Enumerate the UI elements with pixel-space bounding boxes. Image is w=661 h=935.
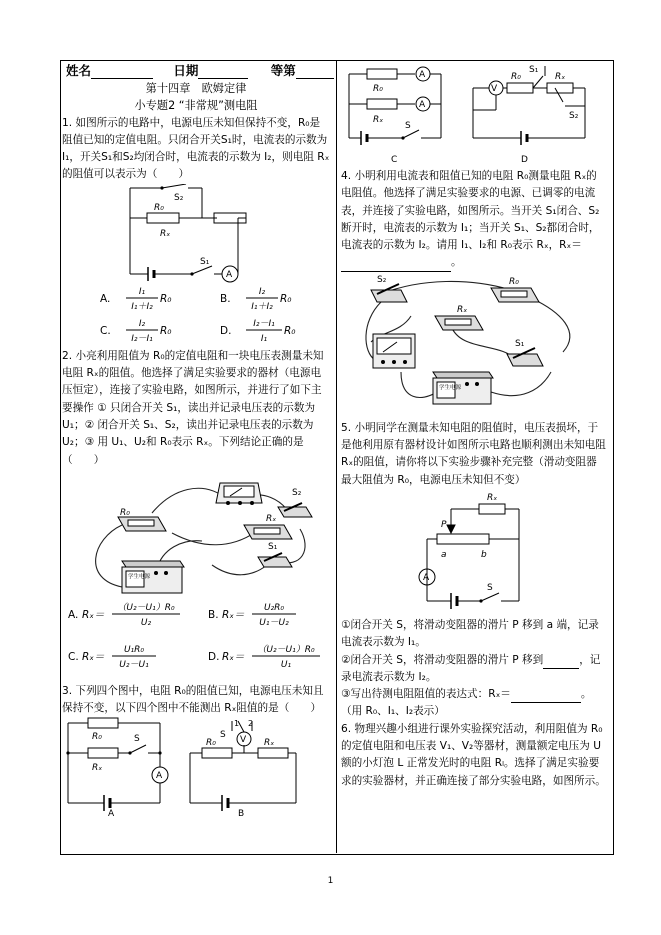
q2-option-a-lhs: Rₓ＝ bbox=[82, 608, 105, 621]
q2-option-b-den: U₁－U₂ bbox=[259, 617, 289, 628]
question-3-figures-cd bbox=[341, 62, 607, 166]
q3d-s2-label: S₂ bbox=[569, 111, 579, 121]
q2-option-b[interactable] bbox=[208, 599, 328, 635]
name-blank bbox=[91, 78, 153, 79]
question-4-body: 4. 小明利用电流表和阻值已知的电阻 R₀测量电阻 Rₓ的电阻值。他选择了满足实验要求的电源、已调零的电流表，并连接了实验电路，如图所示。当开关 S₁闭合、S₂断开时，电流表的示数为 I₁；当开关 S₁、S₂都闭合时，电流表的示数为 I₂。请用 I₁、I₂和 R₀表示 Rₓ，Rₓ＝ bbox=[341, 170, 600, 252]
q1-s1-label: S₁ bbox=[200, 256, 210, 267]
right-column bbox=[341, 62, 607, 790]
q5-step-2-tail: ，记录电流表示数为 I₂。 bbox=[341, 653, 601, 683]
q3-fig-a-label: A bbox=[108, 809, 115, 818]
q1-option-b-num: I₂ bbox=[258, 286, 266, 297]
q3b-voltmeter-label: V bbox=[240, 735, 247, 746]
q1-option-a[interactable] bbox=[100, 284, 200, 318]
q3c-rx-label: Rₓ bbox=[373, 115, 384, 125]
q3d-r0-label: R₀ bbox=[511, 72, 521, 82]
q3a-s-label: S bbox=[134, 734, 140, 745]
q1-option-d-letter: D. bbox=[220, 324, 232, 337]
q2-r0-label: R₀ bbox=[120, 507, 130, 518]
q1-option-c-tail: R₀ bbox=[160, 324, 172, 337]
q3c-ammeter1-label: A bbox=[419, 70, 426, 80]
q3c-r0-label: R₀ bbox=[373, 84, 383, 94]
q5-step-2 bbox=[341, 652, 607, 687]
q1-option-d[interactable] bbox=[220, 316, 320, 350]
question-3-text: 3. 下列四个图中，电阻 R₀的阻值已知，电源电压未知且保持不变，以下四个图中不能测出 Rₓ阻值的是（ ） bbox=[62, 684, 324, 715]
q3b-one-label: 1 bbox=[234, 719, 240, 729]
q3d-voltmeter-label: V bbox=[491, 84, 498, 94]
q5-step-3-text: ③写出待测电阻阻值的表达式：Rₓ＝ bbox=[341, 688, 511, 701]
q2-option-d-letter: D. bbox=[208, 650, 220, 663]
q3b-r0-label: R₀ bbox=[206, 738, 216, 749]
rank-label: 等第 bbox=[270, 63, 296, 78]
q1-option-c-den: I₂－I₁ bbox=[131, 333, 153, 344]
q1-s2-label: S₂ bbox=[174, 192, 184, 203]
q5-rx-label: Rₓ bbox=[487, 492, 498, 503]
q1-option-b-letter: B. bbox=[220, 292, 231, 305]
q2-option-b-num: U₂R₀ bbox=[263, 602, 285, 613]
q1-option-d-num: I₂－I₁ bbox=[253, 318, 275, 329]
q1-option-a-letter: A. bbox=[100, 292, 111, 305]
page-number: 1 bbox=[327, 876, 334, 886]
q3b-s-label: S bbox=[220, 730, 226, 741]
q4-s1-label: S₁ bbox=[515, 338, 525, 349]
q3a-ammeter-label: A bbox=[156, 771, 163, 782]
q1-rx-label: Rₓ bbox=[160, 228, 171, 239]
q2-option-b-letter: B. bbox=[208, 608, 219, 621]
q2-option-c-den: U₂－U₁ bbox=[119, 659, 149, 670]
q1-option-a-den: I₁＋I₂ bbox=[131, 301, 153, 312]
question-1-options bbox=[62, 284, 330, 348]
column-divider bbox=[336, 60, 337, 853]
q2-option-c-num: U₁R₀ bbox=[123, 644, 145, 655]
q3b-rx-label: Rₓ bbox=[264, 738, 275, 749]
question-5-text: 5. 小明同学在测量未知电阻的阻值时，电压表损坏，于是他利用原有器材设计如图所示电路也顺利测出未知电阻 Rₓ的阻值，请你将以下实验步骤补充完整（滑动变阻器最大阻值为 R₀，电源电压未知但不变） bbox=[341, 421, 606, 486]
topic-title: 小专题2 “非常规”测电阻 bbox=[134, 99, 258, 113]
q3d-s1-label: S₁ bbox=[529, 65, 539, 75]
q2-option-a-num: （U₂－U₁）R₀ bbox=[117, 602, 175, 613]
q3d-rx-label: Rₓ bbox=[555, 72, 566, 82]
q1-option-c-letter: C. bbox=[100, 324, 111, 337]
q5-a-end-label: a bbox=[441, 549, 447, 560]
q2-option-a[interactable] bbox=[68, 599, 198, 635]
q4-r0-label: R₀ bbox=[509, 276, 519, 287]
q1-option-c[interactable] bbox=[100, 316, 200, 350]
q5-step-1: ①闭合开关 S，将滑动变阻器的滑片 P 移到 a 端，记录电流表示数为 I₁。 bbox=[341, 618, 599, 649]
left-column bbox=[62, 62, 330, 817]
q4-rx-label: Rₓ bbox=[457, 304, 468, 315]
q3-fig-d-label: D bbox=[521, 155, 528, 165]
question-4-apparatus bbox=[341, 272, 607, 420]
q2-option-c-lhs: Rₓ＝ bbox=[82, 650, 105, 663]
date-label: 日期 bbox=[173, 63, 199, 78]
q5-step-3-blank[interactable] bbox=[511, 702, 581, 703]
q2-rx-label: Rₓ bbox=[266, 513, 277, 524]
q5-step-2-text: ②闭合开关 S，将滑动变阻器的滑片 P 移到 bbox=[341, 653, 544, 666]
q2-option-a-letter: A. bbox=[68, 608, 79, 621]
q2-source-label: 学生电源 bbox=[128, 573, 151, 580]
q1-option-c-num: I₂ bbox=[138, 318, 146, 329]
q3c-s-label: S bbox=[405, 121, 411, 131]
q2-option-a-den: U₂ bbox=[140, 617, 152, 628]
question-2-options bbox=[62, 599, 330, 683]
q2-option-d[interactable] bbox=[208, 641, 332, 677]
rank-blank bbox=[296, 78, 334, 79]
q3c-ammeter2-label: A bbox=[419, 100, 426, 110]
q2-s1-label: S₁ bbox=[268, 541, 278, 552]
q5-b-end-label: b bbox=[481, 549, 487, 560]
q4-s2-label: S₂ bbox=[377, 274, 387, 285]
question-2-apparatus bbox=[62, 469, 330, 599]
q2-option-d-num: （U₂－U₁）R₀ bbox=[257, 644, 315, 655]
q3-fig-c-label: C bbox=[391, 155, 398, 165]
q2-option-c-letter: C. bbox=[68, 650, 79, 663]
q1-option-d-tail: R₀ bbox=[284, 324, 296, 337]
q1-option-b[interactable] bbox=[220, 284, 320, 318]
q1-option-b-tail: R₀ bbox=[280, 292, 292, 305]
q3b-two-label: 2 bbox=[248, 719, 254, 729]
question-2-text: 2. 小亮利用阻值为 R₀的定值电阻和一块电压表测量未知电阻 Rₓ的阻值。他选择了满足实验要求的器材（电源电压恒定），连接了实验电路，如图所示，并进行了如下主要操作 ① 只闭合开关 S₁，读出并记录电压表的示数为 U₁；② 闭合开关 S₁、S₂，读出并记录电压表的示数为 U₂；③ 用 U₁、U₂和 R₀表示 Rₓ。下列结论正确的是（ ） bbox=[62, 349, 324, 466]
question-5-circuit bbox=[341, 489, 607, 617]
q5-step-2-blank[interactable] bbox=[543, 668, 579, 669]
q4-source-label: 学生电源 bbox=[439, 384, 462, 391]
q2-option-d-den: U₁ bbox=[280, 659, 292, 670]
worksheet-header bbox=[62, 62, 330, 80]
q1-r0-label: R₀ bbox=[154, 202, 164, 213]
q1-option-b-den: I₁＋I₂ bbox=[251, 301, 273, 312]
q5-s-label: S bbox=[487, 582, 493, 593]
q3-fig-b-label: B bbox=[238, 809, 245, 818]
q3a-rx-label: Rₓ bbox=[92, 763, 103, 774]
q5-ammeter-label: A bbox=[423, 572, 430, 583]
q5-p-label: P bbox=[441, 519, 447, 530]
q3a-r0-label: R₀ bbox=[92, 732, 102, 743]
q5-step-3: ③写出待测电阻阻值的表达式：Rₓ＝ 。 bbox=[341, 686, 607, 703]
question-1-text: 1. 如图所示的电路中，电源电压未知但保持不变，R₀是阻值已知的定值电阻。只闭合开关S₁时，电流表的示数为 I₁，开关S₁和S₂均闭合时，电流表的示数为 I₂，则电阻 Rₓ的阻值可以表示为（ ） bbox=[62, 116, 330, 181]
q2-option-b-lhs: Rₓ＝ bbox=[222, 608, 245, 621]
q1-option-d-den: I₁ bbox=[260, 333, 268, 344]
name-label: 姓名 bbox=[66, 63, 92, 78]
q1-option-a-tail: R₀ bbox=[160, 292, 172, 305]
q2-s2-label: S₂ bbox=[292, 487, 302, 498]
q1-ammeter-label: A bbox=[226, 269, 233, 280]
chapter-title: 第十四章 欧姆定律 bbox=[145, 82, 247, 95]
q4-answer-blank[interactable] bbox=[341, 271, 451, 272]
question-1-circuit bbox=[62, 184, 330, 284]
question-3-figures-ab bbox=[62, 717, 330, 817]
q2-option-d-lhs: Rₓ＝ bbox=[222, 650, 245, 663]
question-6-text: 6. 物理兴趣小组进行课外实验探究活动，利用阻值为 R₀的定值电阻和电压表 V₁、V₂等器材，测量额定电压为 U 额的小灯泡 L 正常发光时的电阻 Rₗ。选择了满足实验要求的实验器材，并正确连接了部分实验电路，如图所示。 bbox=[341, 722, 606, 787]
question-4-text: 4. 小明利用电流表和阻值已知的电阻 R₀测量电阻 Rₓ的电阻值。他选择了满足实验要求的电源、已调零的电流表，并连接了实验电路，如图所示。当开关 S₁闭合、S₂断开时，电流表的示数为 I₁；当开关 S₁、S₂都闭合时，电流表的示数为 I₂。请用 I₁、I₂和 R₀表示 Rₓ，Rₓ＝。 bbox=[341, 168, 607, 272]
q5-step-3-note: （用 R₀、I₁、I₂表示） bbox=[341, 705, 445, 718]
q2-option-c[interactable] bbox=[68, 641, 198, 677]
q1-option-a-num: I₁ bbox=[138, 286, 146, 297]
